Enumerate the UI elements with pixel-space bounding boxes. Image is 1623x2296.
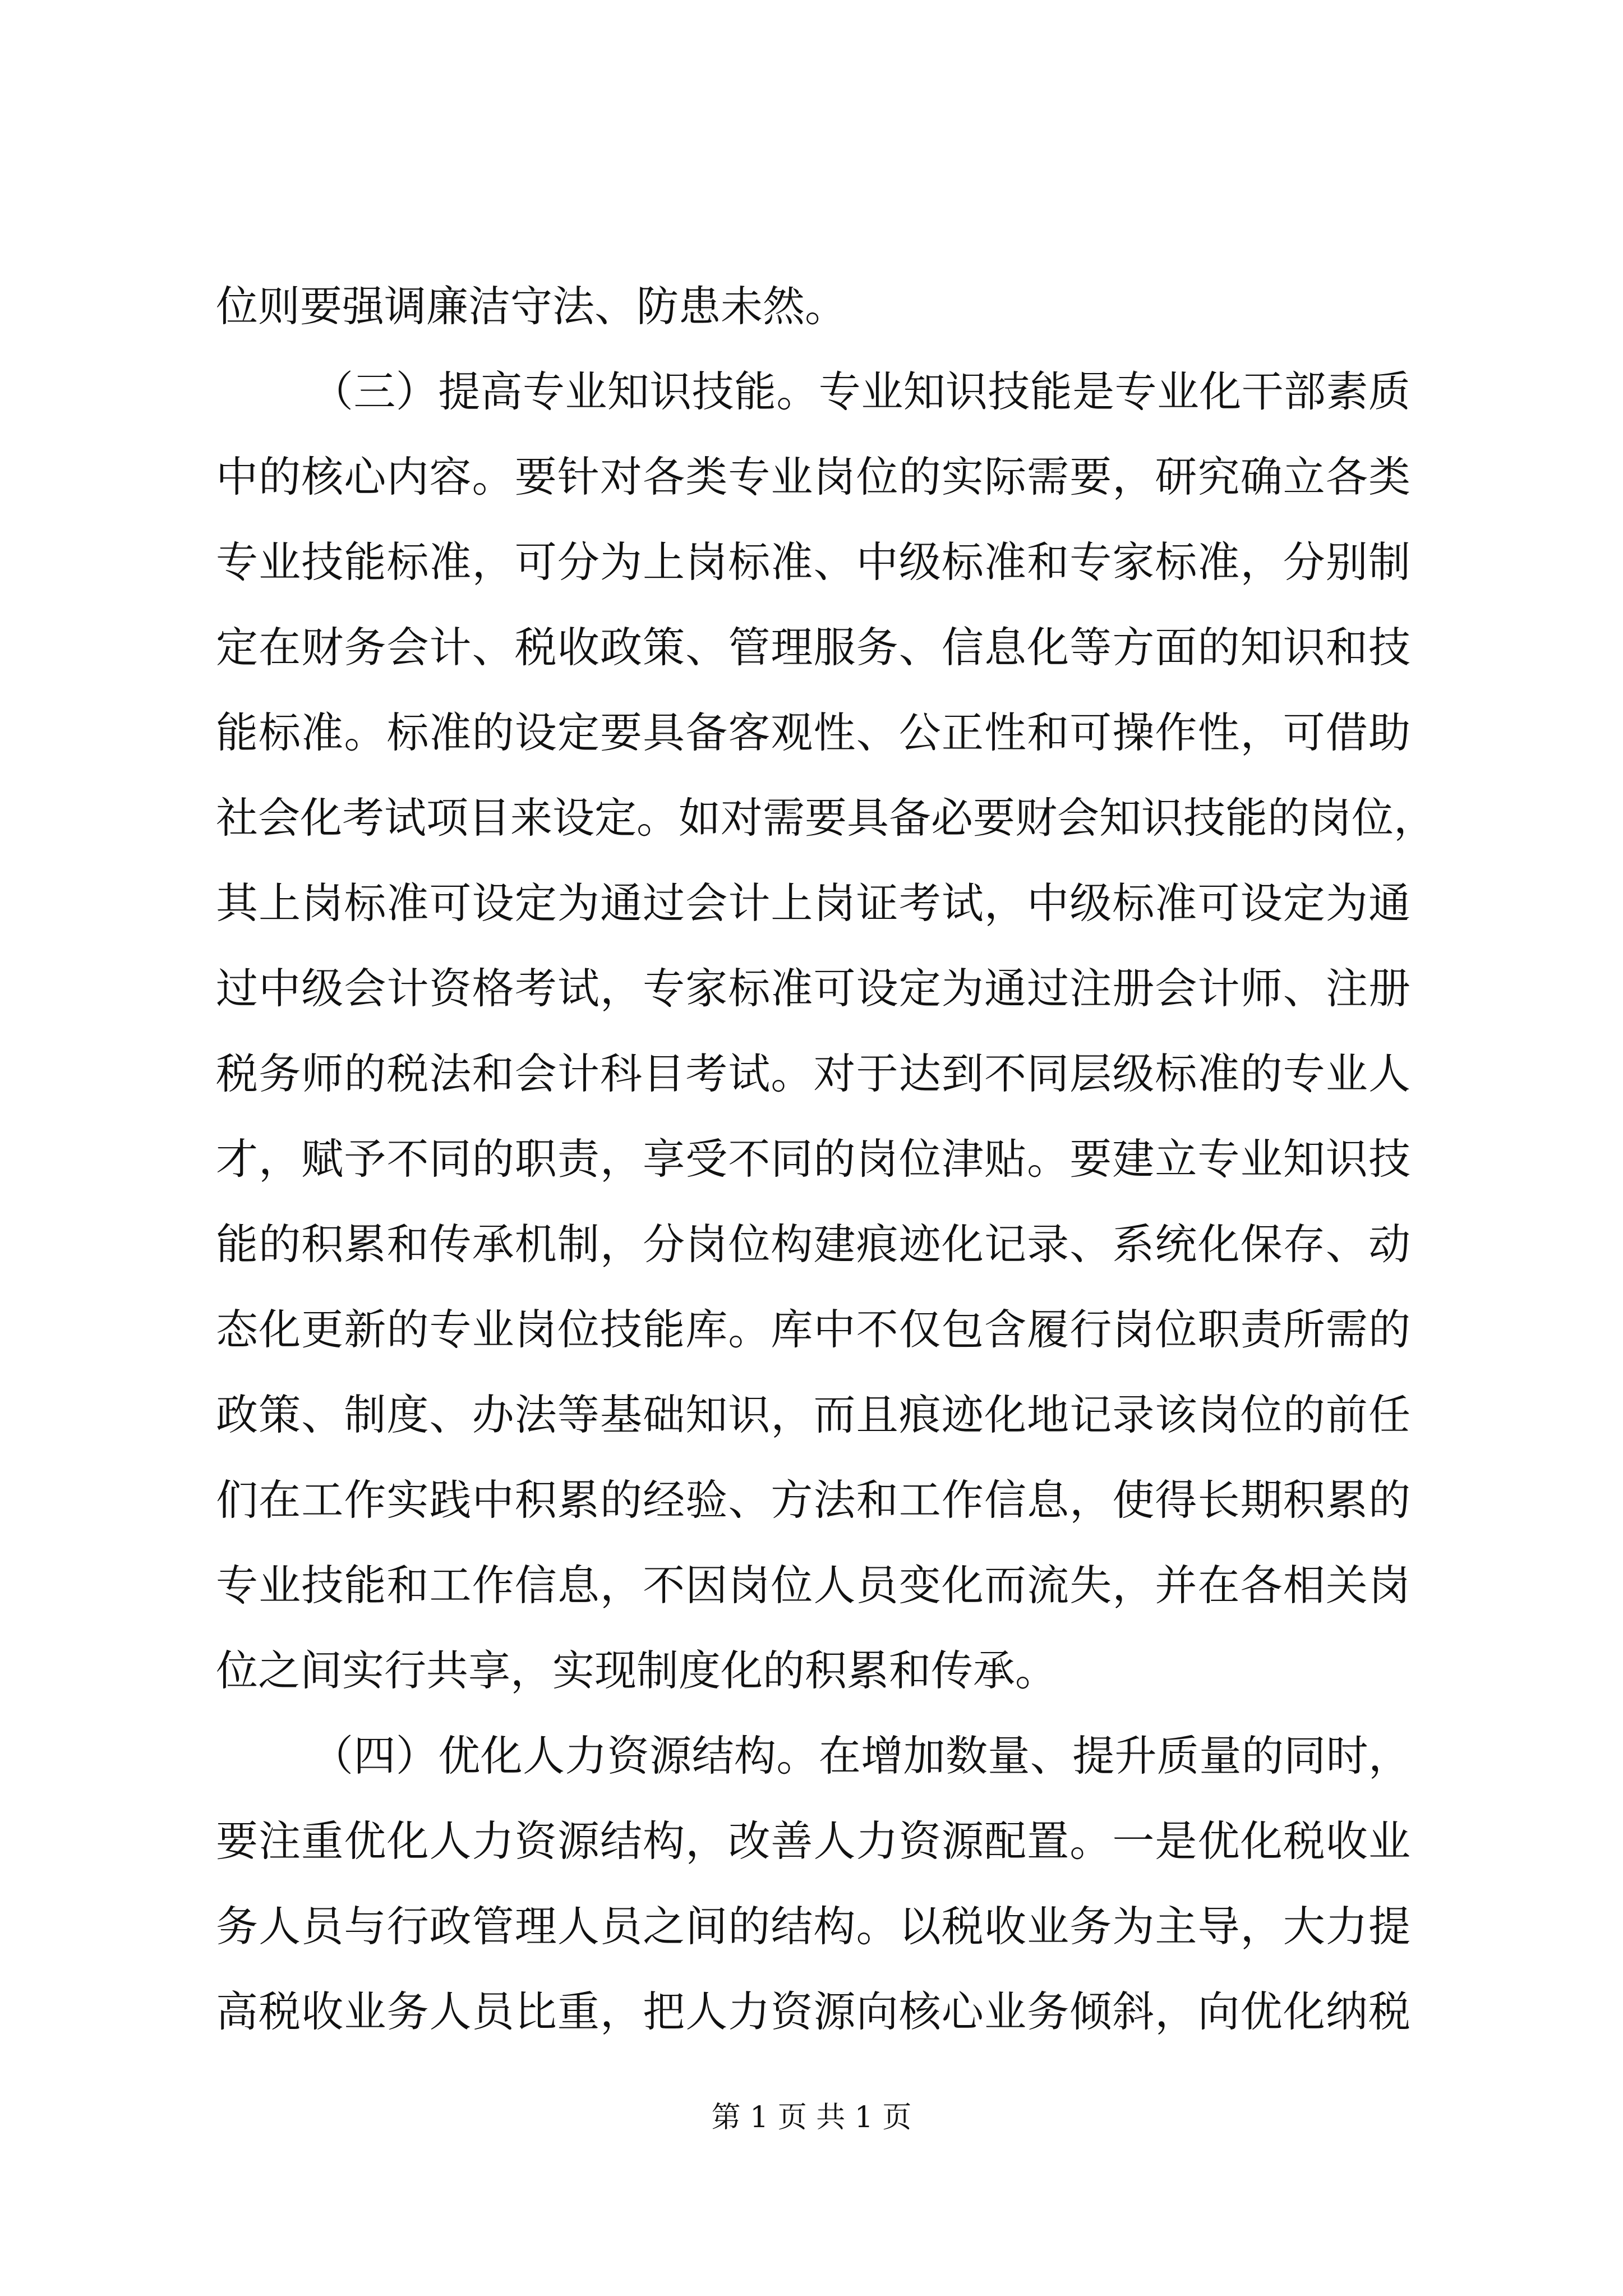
text-line: 务人员与行政管理人员之间的结构。以税收业务为主导，大力提 [216,1902,1410,1951]
text-line: 社会化考试项目来设定。如对需要具备必要财会知识技能的岗位， [216,793,1436,843]
text-line: 中的核心内容。要针对各类专业岗位的实际需要，研究确立各类 [216,452,1410,501]
text-line: 政策、制度、办法等基础知识，而且痕迹化地记录该岗位的前任 [216,1390,1410,1439]
text-line: 专业技能标准，可分为上岗标准、中级标准和专家标准，分别制 [216,537,1410,587]
text-line: 位则要强调廉洁守法、防患未然。 [216,282,847,331]
text-line: 们在工作实践中积累的经验、方法和工作信息，使得长期积累的 [216,1475,1410,1525]
paragraph-heading-line: （三）提高专业知识技能。专业知识技能是专业化干部素质 [311,367,1410,416]
text-line: 位之间实行共享，实现制度化的积累和传承。 [216,1646,1058,1695]
text-line: 过中级会计资格考试，专家标准可设定为通过注册会计师、注册 [216,964,1410,1013]
text-line: 税务师的税法和会计科目考试。对于达到不同层级标准的专业人 [216,1049,1410,1098]
text-line: 能的积累和传承机制，分岗位构建痕迹化记录、系统化保存、动 [216,1220,1410,1269]
text-line: 才，赋予不同的职责，享受不同的岗位津贴。要建立专业知识技 [216,1134,1410,1184]
text-line: 能标准。标准的设定要具备客观性、公正性和可操作性，可借助 [216,708,1410,757]
text-line: 定在财务会计、税收政策、管理服务、信息化等方面的知识和技 [216,623,1410,672]
text-line: 态化更新的专业岗位技能库。库中不仅包含履行岗位职责所需的 [216,1305,1410,1354]
page-number-label: 第 1 页 共 1 页 [711,2101,912,2134]
text-line: 专业技能和工作信息，不因岗位人员变化而流失，并在各相关岗 [216,1561,1410,1610]
text-line: 要注重优化人力资源结构，改善人力资源配置。一是优化税收业 [216,1816,1410,1866]
body-text [216,264,1436,2054]
paragraph-heading-line: （四）优化人力资源结构。在增加数量、提升质量的同时， [311,1731,1410,1780]
text-line: 高税收业务人员比重，把人力资源向核心业务倾斜，向优化纳税 [216,1987,1410,2036]
page-footer [0,2098,1623,2137]
text-line: 其上岗标准可设定为通过会计上岗证考试，中级标准可设定为通 [216,878,1410,928]
